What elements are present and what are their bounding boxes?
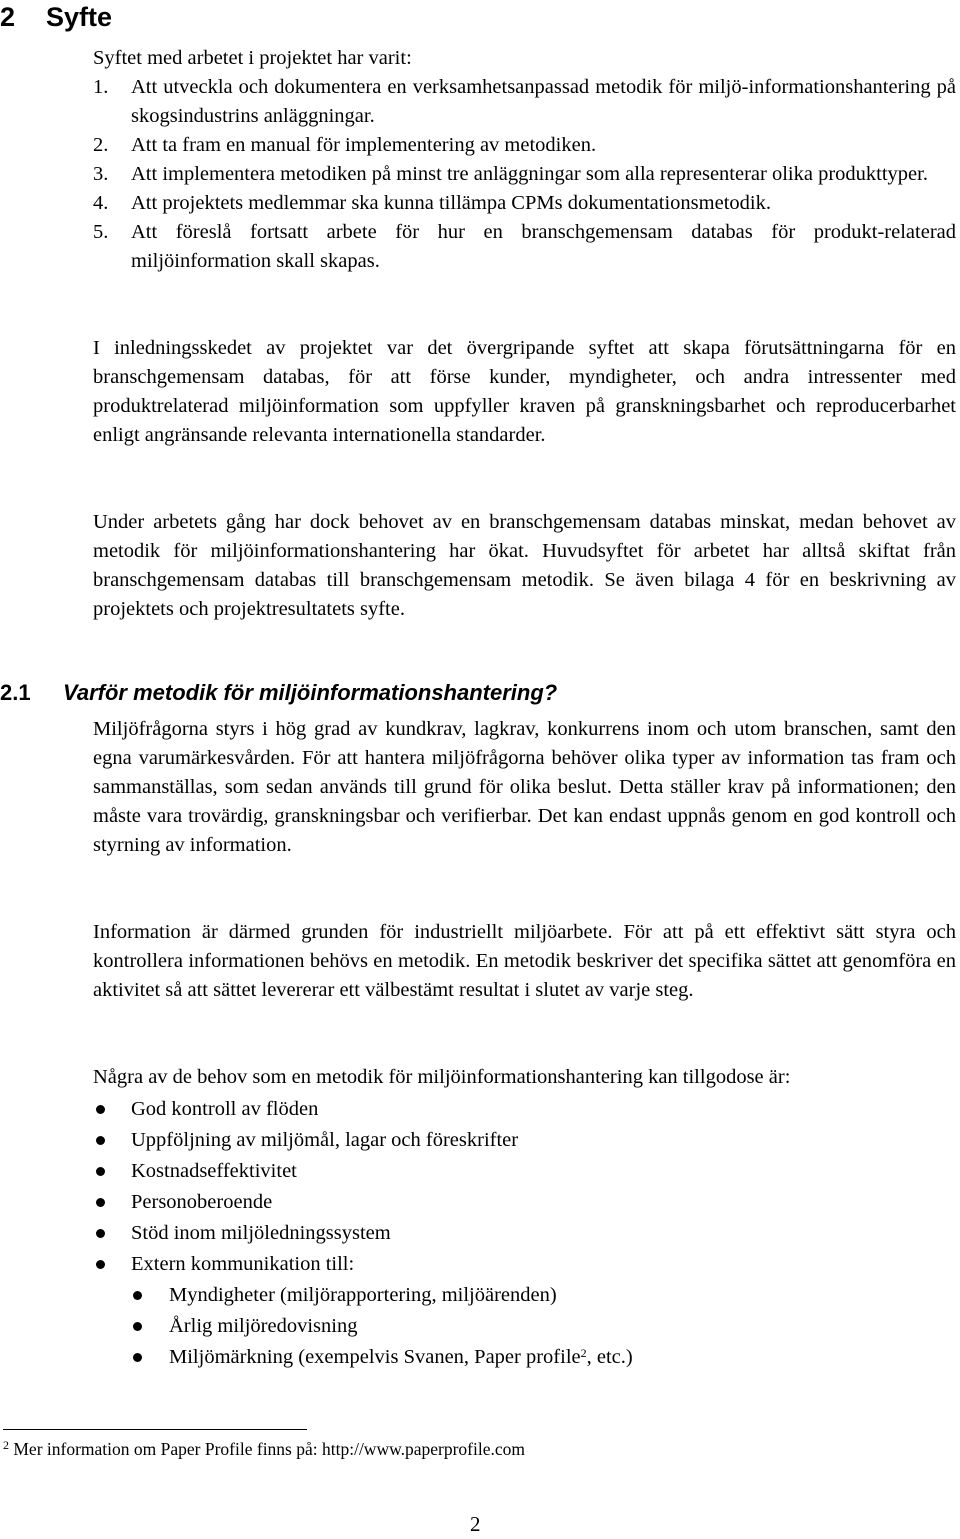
list-item: God kontroll av flöden xyxy=(93,1094,956,1125)
subsection-title: Varför metodik för miljöinformationshantering? xyxy=(63,680,558,705)
goal-number: 3. xyxy=(93,163,109,185)
goal-item xyxy=(93,160,956,189)
subsection-number: 2.1 xyxy=(0,680,31,705)
paragraph-2: Under arbetets gång har dock behovet av en branschgemensam databas minskat, medan behovet av metodik för miljöinformationshantering har ökat. Huvudsyftet för arbetet har alltså skiftat från branschgemensam databas till branschgemensam metodik. Se även bilaga 4 för en beskrivning av projektets och projektresultatets syfte. xyxy=(93,511,956,620)
goal-item xyxy=(93,189,956,218)
goals-block xyxy=(93,44,956,276)
needs-intro: Några av de behov som en metodik för miljöinformationshantering kan tillgodose är: xyxy=(93,1066,791,1088)
needs-list xyxy=(93,1094,956,1373)
subsection-heading xyxy=(0,678,557,708)
paragraph-4: Information är därmed grunden för industriellt miljöarbete. För att på ett effektivt sätt styra och kontrollera informationen behövs en metodik. En metodik beskriver det specifika sättet att genomföra en aktivitet så att sättet levererar ett välbestämt resultat i slutet av varje steg. xyxy=(93,921,956,1001)
footnote-reference: 2 xyxy=(580,1346,587,1360)
external-list xyxy=(131,1280,956,1373)
sub-list-item-text: Miljömärkning (exempelvis Svanen, Paper profile xyxy=(169,1346,581,1368)
list-item-external xyxy=(93,1249,956,1373)
goal-text: Att implementera metodiken på minst tre anläggningar som alla representerar olika produkttyper. xyxy=(131,163,928,185)
section-heading xyxy=(0,0,112,34)
goal-item xyxy=(93,131,956,160)
page-number: 2 xyxy=(470,1512,481,1536)
list-item: Uppföljning av miljömål, lagar och föreskrifter xyxy=(93,1125,956,1156)
intro-text: Syftet med arbetet i projektet har varit: xyxy=(93,47,412,69)
goal-number: 4. xyxy=(93,192,109,214)
paragraph-3: Miljöfrågorna styrs i hög grad av kundkrav, lagkrav, konkurrens inom och utom branschen, samt den egna varumärkesvården. För att hantera miljöfrågorna behöver olika typer av information tas fram och sammanställas, som sedan används till grund för olika beslut. Detta ställer krav på informationen; den måste vara trovärdig, granskningsbar och verifierbar. Det kan endast uppnås genom en god kontroll och styrning av information. xyxy=(93,718,956,856)
goal-text: Att utveckla och dokumentera en verksamhetsanpassad metodik för miljö-informationshantering på skogsindustrins anläggningar. xyxy=(131,76,956,127)
goal-item xyxy=(93,73,956,131)
section-number: 2 xyxy=(0,2,16,32)
section-title: Syfte xyxy=(46,2,113,32)
paragraph-1: I inledningsskedet av projektet var det övergripande syftet att skapa förutsättningarna för en branschgemensam databas, för att förse kunder, myndigheter, och andra intressenter med produktrelaterad miljöinformation som uppfyller kraven på granskningsbarhet och reproducerbarhet enligt angränsande relevanta internationella standarder. xyxy=(93,337,956,446)
list-item: Stöd inom miljöledningssystem xyxy=(93,1218,956,1249)
sub-list-item xyxy=(131,1342,956,1373)
footnote-text: Mer information om Paper Profile finns på: http://www.paperprofile.com xyxy=(13,1439,525,1459)
list-item-label: Extern kommunikation till: xyxy=(131,1253,355,1275)
goal-text: Att projektets medlemmar ska kunna tillämpa CPMs dokumentationsmetodik. xyxy=(131,192,771,214)
goal-number: 2. xyxy=(93,134,109,156)
list-item: Kostnadseffektivitet xyxy=(93,1156,956,1187)
goals-list xyxy=(93,73,956,276)
goal-number: 5. xyxy=(93,221,109,243)
footnote-marker: 2 xyxy=(3,1438,9,1452)
list-item: Personoberoende xyxy=(93,1187,956,1218)
footnote-divider xyxy=(3,1429,307,1430)
sub-list-item-tail: , etc.) xyxy=(586,1346,633,1368)
goal-text: Att ta fram en manual för implementering av metodiken. xyxy=(131,134,597,156)
goal-number: 1. xyxy=(93,76,109,98)
footnote xyxy=(3,1437,525,1461)
needs-block xyxy=(93,1094,956,1373)
goal-item xyxy=(93,218,956,276)
sub-list-item: Myndigheter (miljörapportering, miljöärenden) xyxy=(131,1280,956,1311)
goal-text: Att föreslå fortsatt arbete för hur en branschgemensam databas för produkt-relaterad miljöinformation skall skapas. xyxy=(131,221,956,272)
sub-list-item: Årlig miljöredovisning xyxy=(131,1311,956,1342)
